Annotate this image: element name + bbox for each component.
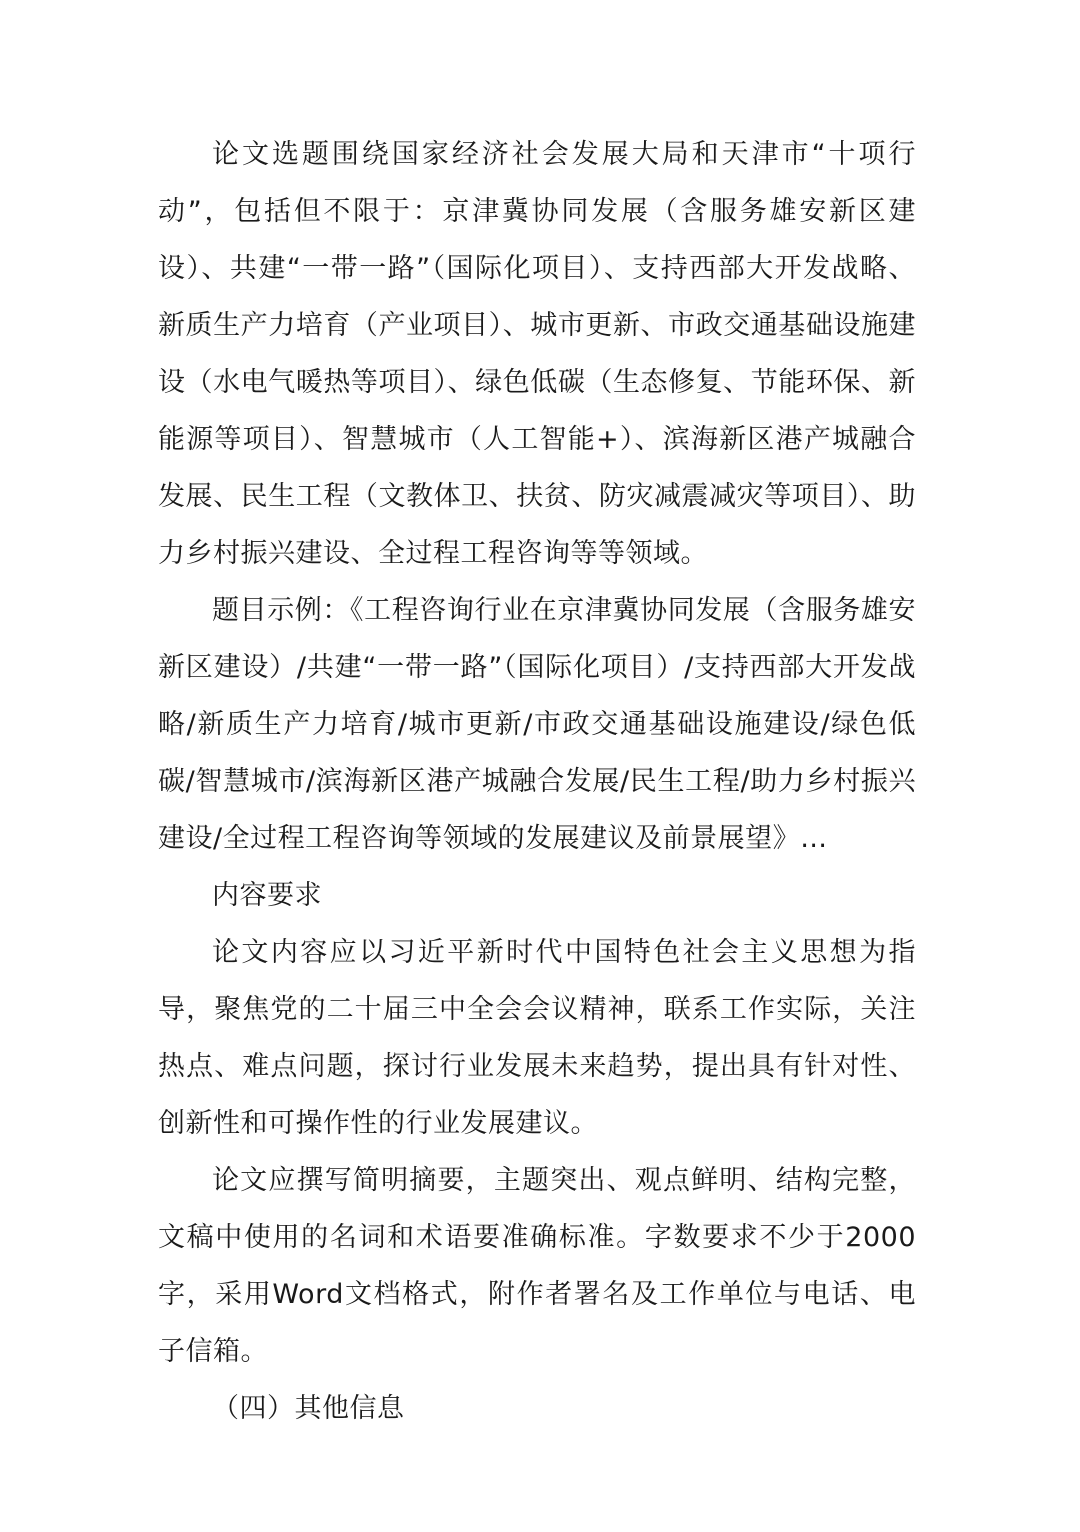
content-requirements-heading: 内容要求 <box>212 880 322 911</box>
other-info-heading: （四）其他信息 <box>212 1393 405 1424</box>
content-guidance-paragraph: 论文内容应以习近平新时代中国特色社会主义思想为指导，聚焦党的二十届三中全会会议精神，联系工作实际，关注热点、难点问题，探讨行业发展未来趋势，提出具有针对性、创新性和可操作性的行业发展建议。 <box>158 937 916 1139</box>
topic-paragraph: 论文选题围绕国家经济社会发展大局和天津市“十项行动”，包括但不限于：京津冀协同发展（含服务雄安新区建设）、共建“一带一路”（国际化项目）、支持西部大开发战略、新质生产力培育（产业项目）、城市更新、市政交通基础设施建设（水电气暖热等项目）、绿色低碳（生态修复、节能环保、新能源等项目）、智慧城市（人工智能+）、滨海新区港产城融合发展、民生工程（文教体卫、扶贫、防灾减震减灾等项目）、助力乡村振兴建设、全过程工程咨询等等领域。 <box>158 139 916 569</box>
title-example-paragraph: 题目示例：《工程咨询行业在京津冀协同发展（含服务雄安新区建设）/共建“一带一路”（国际化项目）/支持西部大开发战略/新质生产力培育/城市更新/市政交通基础设施建设/绿色低碳/智慧城市/滨海新区港产城融合发展/民生工程/助力乡村振兴建设/全过程工程咨询等领域的发展建议及前景展望》… <box>158 595 916 854</box>
document-body <box>158 126 916 1437</box>
format-requirements-paragraph: 论文应撰写简明摘要，主题突出、观点鲜明、结构完整，文稿中使用的名词和术语要准确标准。字数要求不少于2000字，采用Word文档格式，附作者署名及工作单位与电话、电子信箱。 <box>158 1165 916 1367</box>
